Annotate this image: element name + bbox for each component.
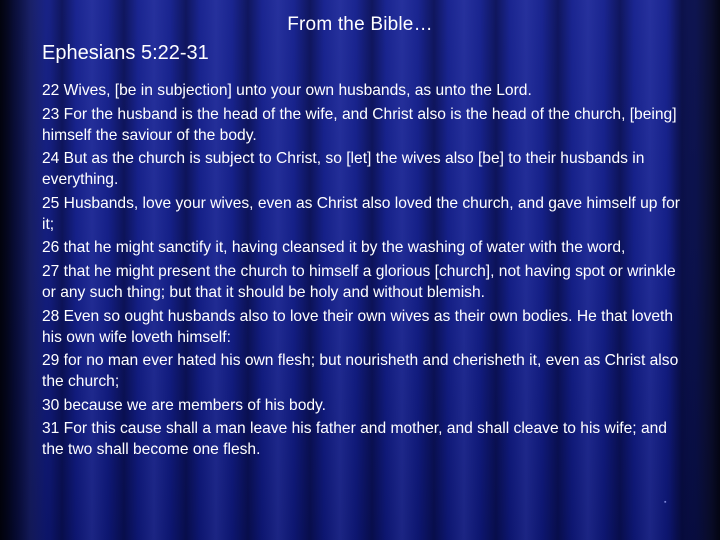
verse-23: 23 For the husband is the head of the wife, and Christ also is the head of the church, [being] himself the saviour of the body. [42,105,677,144]
verse-29: 29 for no man ever hated his own flesh; but nourisheth and cherisheth it, even as Christ also the church; [42,352,679,391]
verse-28: 28 Even so ought husbands also to love their own wives as their own bodies. He that loveth his own wife loveth himself: [42,307,674,346]
slide-corner-mark: ▪ [664,499,667,506]
verse-25: 25 Husbands, love your wives, even as Christ also loved the church, and gave himself up for it; [42,194,680,233]
verse-list [42,80,692,463]
verse-26: 26 that he might sanctify it, having cleansed it by the washing of water with the word, [42,239,626,257]
verse-22: 22 Wives, [be in subjection] unto your own husbands, as unto the Lord. [42,82,532,99]
verse-27: 27 that he might present the church to himself a glorious [church], not having spot or wrinkle or any such thing; but that it should be holy and without blemish. [42,262,676,301]
scripture-reference: Ephesians 5:22-31 [42,42,209,64]
verse-24: 24 But as the church is subject to Christ, so [let] the wives also [be] to their husbands in everything. [42,150,645,189]
verse-31: 31 For this cause shall a man leave his father and mother, and shall cleave to his wife; and the two shall become one flesh. [42,420,667,459]
slide-title: From the Bible… [287,14,433,35]
verse-30: 30 because we are members of his body. [42,396,327,414]
